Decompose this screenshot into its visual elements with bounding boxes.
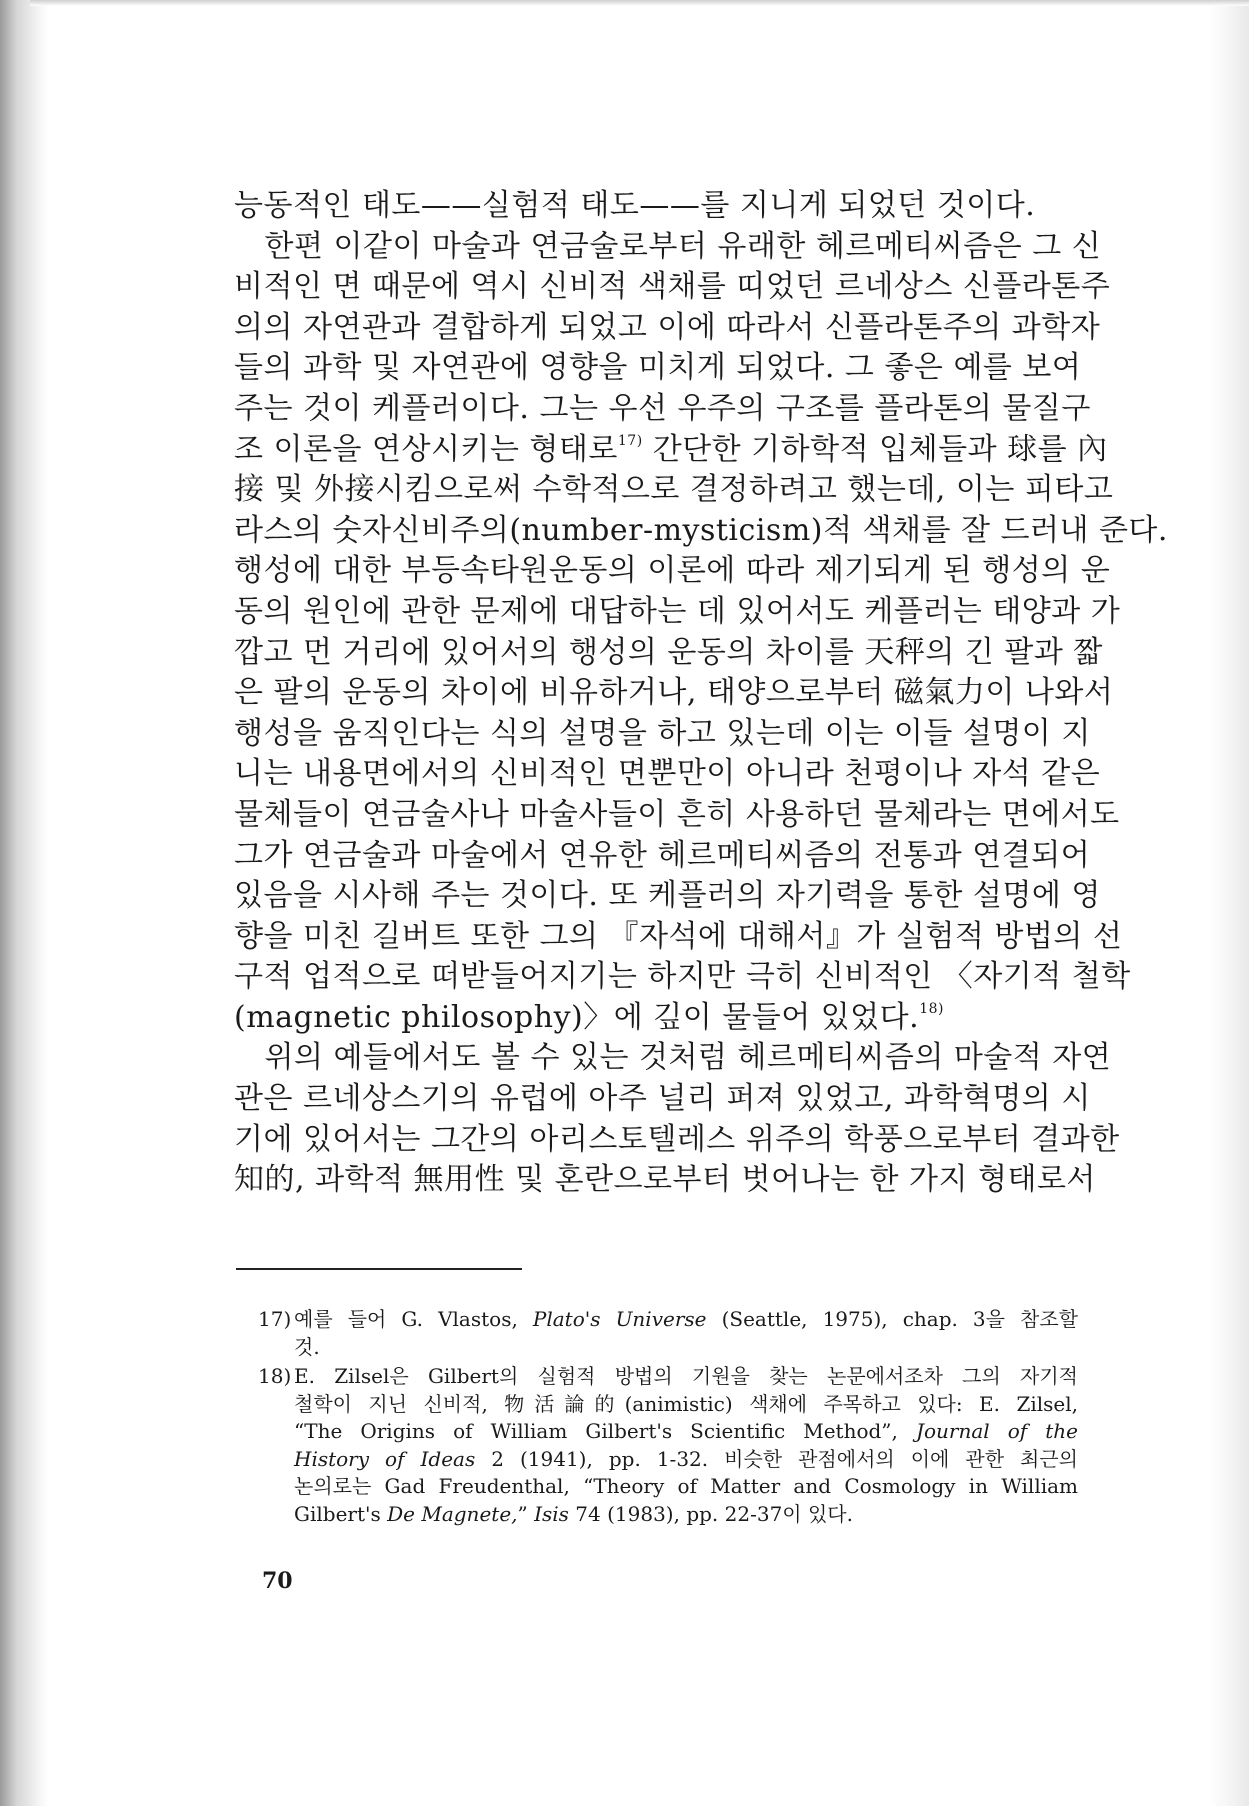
footnote-line: 것. (294, 1334, 320, 1359)
footnote-text: 74 (1983), pp. 22-37이 있다. (568, 1501, 853, 1526)
body-line: 관은 르네상스기의 유럽에 아주 널리 퍼져 있었고, 과학혁명의 시 (234, 1081, 1091, 1117)
footnote-line: 철학이 지닌 신비적, 物活論的(animistic) 색채에 주목하고 있다: E. Zilsel, (294, 1391, 1078, 1416)
body-line: 은 팔의 운동의 차이에 비유하거나, 태양으로부터 磁氣力이 나와서 (234, 675, 1114, 711)
body-line (234, 998, 1078, 1039)
body-text-run: 간단한 기하학적 입체들과 球를 內 (642, 431, 1108, 467)
footnote-18 (258, 1363, 1078, 1528)
body-line: 니는 내용면에서의 신비적인 면뿐만이 아니라 천평이나 자석 같은 (234, 756, 1101, 792)
body-line: 동의 원인에 관한 문제에 대답하는 데 있어서도 케플러는 태양과 가 (234, 593, 1121, 629)
body-text-run: (magnetic philosophy)〉에 깊이 물들어 있었다. (234, 999, 920, 1035)
body-line: 接 및 外接시킴으로써 수학적으로 결정하려고 했는데, 이는 피타고 (234, 472, 1114, 508)
body-line: 위의 예들에서도 볼 수 있는 것처럼 헤르메티씨즘의 마술적 자연 (234, 1040, 1112, 1076)
body-line: 있음을 시사해 주는 것이다. 또 케플러의 자기력을 통한 설명에 영 (234, 878, 1101, 914)
footnote-text: ” (517, 1501, 535, 1526)
body-line: 의의 자연관과 결합하게 되었고 이에 따라서 신플라톤주의 과학자 (234, 309, 1101, 345)
body-line: 행성에 대한 부등속타원운동의 이론에 따라 제기되게 된 행성의 운 (234, 553, 1111, 589)
footnote-line (294, 1306, 1078, 1334)
body-line (234, 430, 1108, 471)
body-line: 물체들이 연금술사나 마술사들이 흔히 사용하던 물체라는 면에서도 (234, 796, 1120, 832)
footnotes (258, 1306, 1078, 1528)
footnote-line (294, 1418, 1078, 1446)
footnote-text: 예를 들어 G. Vlastos, (294, 1307, 533, 1331)
footnote-text: 2 (1941), pp. 1-32. 비슷한 관점에서의 이에 관한 최근의 (475, 1446, 1078, 1471)
footnote-text: Gilbert's (294, 1501, 388, 1526)
body-line: 깝고 먼 거리에 있어서의 행성의 운동의 차이를 天秤의 긴 팔과 짧 (234, 634, 1103, 670)
footnote-17 (258, 1306, 1078, 1361)
body-line: 들의 과학 및 자연관에 영향을 미치게 되었다. 그 좋은 예를 보여 (234, 350, 1082, 386)
body-text-run: 조 이론을 연상시키는 형태로 (234, 431, 618, 467)
footnote-journal-title: History of Ideas (294, 1446, 476, 1471)
footnote-book-title: De Magnete, (387, 1501, 518, 1526)
footnote-number: 17) (258, 1307, 292, 1331)
body-line: 라스의 숫자신비주의(number-mysticism)적 색채를 잘 드러내 준다. (234, 512, 1168, 548)
body-line: 그가 연금술과 마술에서 연유한 헤르메티씨즘의 전통과 연결되어 (234, 837, 1091, 873)
footnote-separator (236, 1268, 522, 1270)
body-line: 知的, 과학적 無用性 및 혼란으로부터 벗어나는 한 가지 형태로서 (234, 1162, 1096, 1198)
footnote-line: E. Zilsel은 Gilbert의 실험적 방법의 기원을 찾는 논문에서조차 그의 자기적 (294, 1364, 1078, 1388)
page-number: 70 (262, 1568, 293, 1594)
body-line: 한편 이같이 마술과 연금술로부터 유래한 헤르메티씨즘은 그 신 (234, 228, 1102, 264)
body-line: 능동적인 태도——실험적 태도——를 지니게 되었던 것이다. (234, 188, 1036, 223)
body-line: 행성을 움직인다는 식의 설명을 하고 있는데 이는 이들 설명이 지 (234, 715, 1091, 751)
footnote-journal-title: Journal of the (915, 1419, 1078, 1443)
footnote-ref-17: 17) (617, 432, 643, 449)
footnote-text: “The Origins of William Gilbert's Scientific Method”, (294, 1419, 916, 1443)
footnote-line (294, 1446, 1078, 1474)
body-text (234, 186, 1168, 1201)
footnote-text: (Seattle, 1975), chap. 3을 참조할 (706, 1307, 1078, 1331)
body-line: 비적인 면 때문에 역시 신비적 색채를 띠었던 르네상스 신플라톤주 (234, 269, 1111, 305)
body-line: 구적 업적으로 떠받들어지기는 하지만 극히 신비적인 〈자기적 철학 (234, 959, 1131, 995)
page-binding-shadow (0, 0, 48, 1806)
footnote-ref-18: 18) (919, 1000, 944, 1017)
body-line: 기에 있어서는 그간의 아리스토텔레스 위주의 학풍으로부터 결과한 (234, 1121, 1120, 1157)
body-line: 주는 것이 케플러이다. 그는 우선 우주의 구조를 플라톤의 물질구 (234, 390, 1091, 426)
page-edge-shadow (1209, 0, 1249, 1806)
footnote-number: 18) (258, 1364, 292, 1388)
footnote-journal-title: Isis (534, 1501, 569, 1526)
footnote-line (294, 1501, 1078, 1529)
page-top-edge (30, 0, 1249, 6)
footnote-book-title: Plato's Universe (532, 1307, 707, 1331)
body-line: 향을 미친 길버트 또한 그의 『자석에 대해서』가 실험적 방법의 선 (234, 918, 1123, 954)
footnote-line: 논의로는 Gad Freudenthal, “Theory of Matter and Cosmology in William (294, 1474, 1078, 1498)
